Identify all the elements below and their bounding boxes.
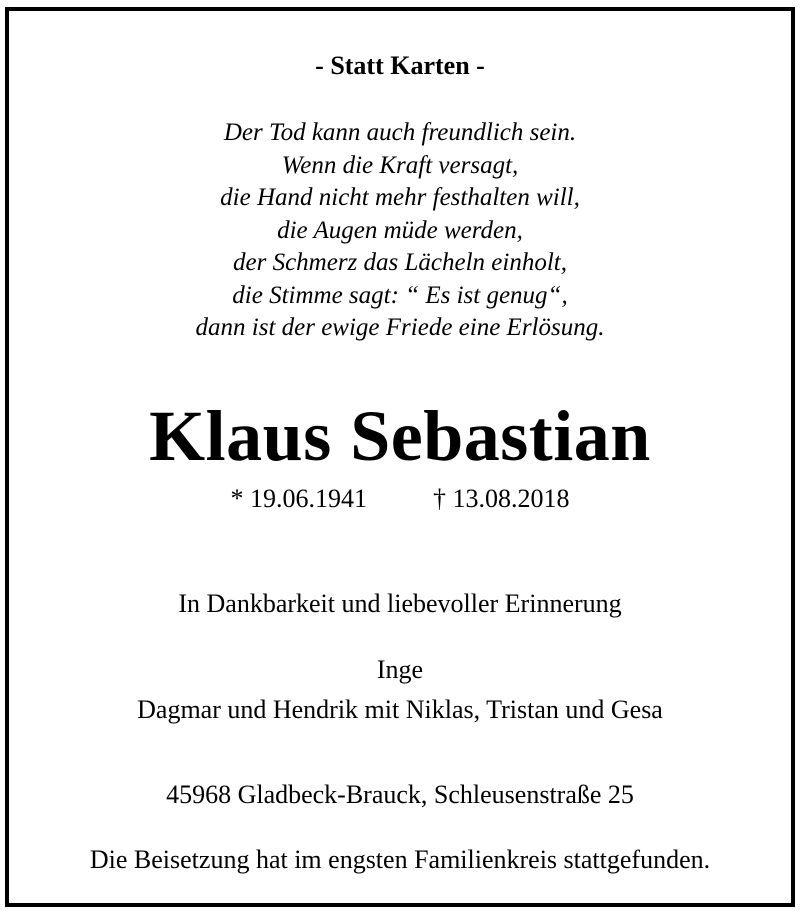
family-address: 45968 Gladbeck-Brauck, Schleusenstraße 25 <box>166 780 634 809</box>
mourner-line: Inge <box>376 655 424 684</box>
notice-header: - Statt Karten - <box>315 51 485 80</box>
poem-line: die Augen müde werden, <box>277 216 523 244</box>
obituary-notice <box>5 7 795 907</box>
dedication-text: In Dankbarkeit und liebevoller Erinnerung <box>178 589 622 618</box>
death-date: † 13.08.2018 <box>433 484 570 513</box>
poem-line: die Stimme sagt: “ Es ist genug“, <box>232 281 568 309</box>
deceased-name: Klaus Sebastian <box>149 396 651 476</box>
poem-line: dann ist der ewige Friede eine Erlösung. <box>195 314 605 341</box>
poem-line: der Schmerz das Lächeln einholt, <box>233 249 567 276</box>
poem-line: die Hand nicht mehr festhalten will, <box>220 184 580 211</box>
mourner-line: Dagmar und Hendrik mit Niklas, Tristan und Gesa <box>137 695 663 724</box>
poem-line: Wenn die Kraft versagt, <box>281 151 519 179</box>
funeral-note: Die Beisetzung hat im engsten Familienkreis stattgefunden. <box>89 845 711 874</box>
poem-line: Der Tod kann auch freundlich sein. <box>223 119 577 146</box>
life-dates <box>9 484 791 514</box>
birth-date: * 19.06.1941 <box>230 484 367 513</box>
poem <box>9 117 791 345</box>
